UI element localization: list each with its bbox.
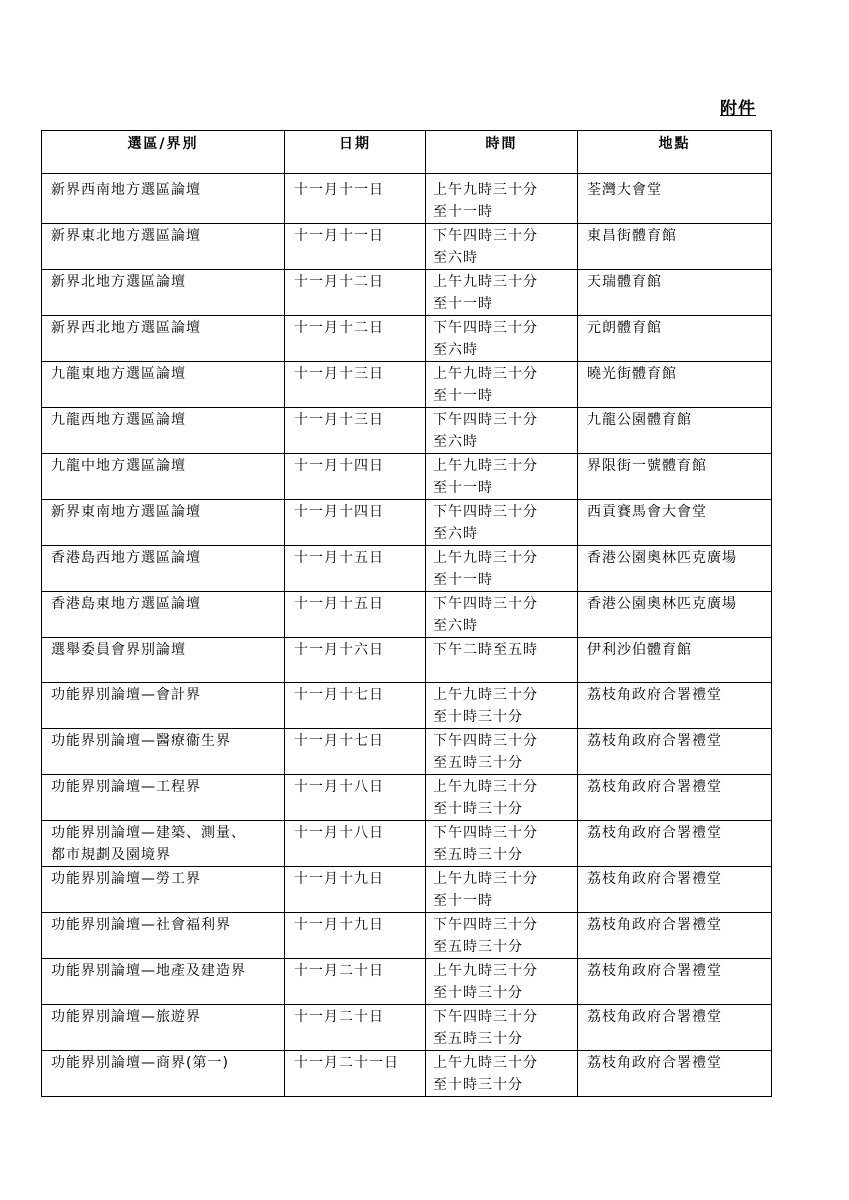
date-cell: 十一月十八日 xyxy=(285,775,426,821)
table-row xyxy=(42,316,772,362)
district-cell xyxy=(42,1005,285,1051)
annex-label: 附件 xyxy=(720,99,756,119)
time-text: 至五時三十分 xyxy=(433,1031,523,1047)
venue-cell: 荔枝角政府合署禮堂 xyxy=(578,821,772,867)
district-text: 新界東南地方選區論壇 xyxy=(51,504,201,520)
time-cell xyxy=(426,454,578,500)
time-text: 至十一時 xyxy=(433,204,493,220)
district-text: 功能界別論壇—醫療衞生界 xyxy=(51,733,231,749)
time-text: 下午四時三十分 xyxy=(433,825,538,841)
district-text: 功能界別論壇—建築、測量、 xyxy=(51,825,246,841)
time-text: 上午九時三十分 xyxy=(433,871,538,887)
venue-cell: 荔枝角政府合署禮堂 xyxy=(578,1005,772,1051)
header-time: 時間 xyxy=(426,131,578,174)
district-text: 功能界別論壇—社會福利界 xyxy=(51,917,231,933)
district-text: 九龍中地方選區論壇 xyxy=(51,458,186,474)
time-cell xyxy=(426,638,578,683)
date-cell: 十一月十七日 xyxy=(285,683,426,729)
time-text: 至十一時 xyxy=(433,572,493,588)
table-row xyxy=(42,867,772,913)
date-cell: 十一月二十日 xyxy=(285,959,426,1005)
date-cell: 十一月十二日 xyxy=(285,316,426,362)
district-text: 新界北地方選區論壇 xyxy=(51,274,186,290)
district-cell xyxy=(42,316,285,362)
date-cell: 十一月十五日 xyxy=(285,592,426,638)
district-cell xyxy=(42,729,285,775)
time-cell xyxy=(426,1005,578,1051)
time-text: 至六時 xyxy=(433,618,478,634)
time-cell xyxy=(426,959,578,1005)
venue-cell: 香港公園奧林匹克廣場 xyxy=(578,592,772,638)
table-row xyxy=(42,546,772,592)
header-date: 日期 xyxy=(285,131,426,174)
date-cell: 十一月十九日 xyxy=(285,913,426,959)
table-row xyxy=(42,500,772,546)
district-cell xyxy=(42,500,285,546)
venue-cell: 九龍公園體育館 xyxy=(578,408,772,454)
venue-cell: 香港公園奧林匹克廣場 xyxy=(578,546,772,592)
district-cell xyxy=(42,270,285,316)
table-row xyxy=(42,224,772,270)
time-cell xyxy=(426,592,578,638)
district-cell xyxy=(42,174,285,224)
time-text: 至十時三十分 xyxy=(433,1077,523,1093)
time-text: 至十一時 xyxy=(433,480,493,496)
time-text: 上午九時三十分 xyxy=(433,550,538,566)
venue-cell: 東昌街體育館 xyxy=(578,224,772,270)
venue-cell: 荔枝角政府合署禮堂 xyxy=(578,683,772,729)
district-cell xyxy=(42,224,285,270)
time-cell xyxy=(426,1051,578,1097)
date-cell: 十一月二十一日 xyxy=(285,1051,426,1097)
district-text: 都市規劃及園境界 xyxy=(51,847,171,863)
time-text: 上午九時三十分 xyxy=(433,963,538,979)
time-text: 至五時三十分 xyxy=(433,847,523,863)
district-text: 新界西南地方選區論壇 xyxy=(51,182,201,198)
time-text: 至五時三十分 xyxy=(433,755,523,771)
time-cell xyxy=(426,775,578,821)
venue-cell: 荔枝角政府合署禮堂 xyxy=(578,775,772,821)
table-row xyxy=(42,638,772,683)
time-text: 至六時 xyxy=(433,526,478,542)
date-cell: 十一月十二日 xyxy=(285,270,426,316)
venue-cell: 荔枝角政府合署禮堂 xyxy=(578,729,772,775)
forum-schedule-table xyxy=(41,130,772,1097)
time-cell xyxy=(426,867,578,913)
time-text: 下午四時三十分 xyxy=(433,228,538,244)
table-row xyxy=(42,959,772,1005)
venue-cell: 荔枝角政府合署禮堂 xyxy=(578,867,772,913)
time-text: 上午九時三十分 xyxy=(433,687,538,703)
table-row xyxy=(42,683,772,729)
venue-cell: 荔枝角政府合署禮堂 xyxy=(578,1051,772,1097)
venue-cell: 荔枝角政府合署禮堂 xyxy=(578,913,772,959)
time-cell xyxy=(426,316,578,362)
header-district: 選區/界別 xyxy=(42,131,285,174)
time-cell xyxy=(426,683,578,729)
time-text: 至六時 xyxy=(433,342,478,358)
date-cell: 十一月十七日 xyxy=(285,729,426,775)
district-cell xyxy=(42,775,285,821)
time-text: 下午四時三十分 xyxy=(433,1009,538,1025)
time-text: 上午九時三十分 xyxy=(433,1055,538,1071)
table-row xyxy=(42,1051,772,1097)
venue-cell: 元朗體育館 xyxy=(578,316,772,362)
district-text: 九龍西地方選區論壇 xyxy=(51,412,186,428)
table-row xyxy=(42,454,772,500)
venue-cell: 界限街一號體育館 xyxy=(578,454,772,500)
date-cell: 十一月十三日 xyxy=(285,408,426,454)
district-text: 功能界別論壇—旅遊界 xyxy=(51,1009,201,1025)
date-cell: 十一月十一日 xyxy=(285,224,426,270)
time-text: 上午九時三十分 xyxy=(433,182,538,198)
table-row xyxy=(42,775,772,821)
time-text: 至十時三十分 xyxy=(433,709,523,725)
header-row xyxy=(42,131,772,174)
time-cell xyxy=(426,821,578,867)
district-cell xyxy=(42,683,285,729)
time-text: 上午九時三十分 xyxy=(433,458,538,474)
time-cell xyxy=(426,362,578,408)
table-body xyxy=(42,174,772,1097)
district-cell xyxy=(42,408,285,454)
date-cell: 十一月十八日 xyxy=(285,821,426,867)
date-cell: 十一月十六日 xyxy=(285,638,426,683)
district-cell xyxy=(42,454,285,500)
district-text: 香港島西地方選區論壇 xyxy=(51,550,201,566)
date-cell: 十一月十三日 xyxy=(285,362,426,408)
table-row xyxy=(42,270,772,316)
time-text: 下午四時三十分 xyxy=(433,733,538,749)
date-cell: 十一月十四日 xyxy=(285,500,426,546)
district-text: 功能界別論壇—地產及建造界 xyxy=(51,963,246,979)
time-cell xyxy=(426,913,578,959)
time-cell xyxy=(426,224,578,270)
district-cell xyxy=(42,821,285,867)
district-text: 香港島東地方選區論壇 xyxy=(51,596,201,612)
venue-cell: 荃灣大會堂 xyxy=(578,174,772,224)
table-row xyxy=(42,913,772,959)
date-cell: 十一月十五日 xyxy=(285,546,426,592)
time-text: 至六時 xyxy=(433,250,478,266)
time-text: 至十一時 xyxy=(433,893,493,909)
district-cell xyxy=(42,959,285,1005)
venue-cell: 伊利沙伯體育館 xyxy=(578,638,772,683)
time-text: 上午九時三十分 xyxy=(433,366,538,382)
time-text: 至十時三十分 xyxy=(433,985,523,1001)
table-row xyxy=(42,729,772,775)
time-text: 上午九時三十分 xyxy=(433,779,538,795)
district-text: 功能界別論壇—商界(第一) xyxy=(51,1055,229,1071)
date-cell: 十一月十九日 xyxy=(285,867,426,913)
time-cell xyxy=(426,174,578,224)
time-text: 下午四時三十分 xyxy=(433,412,538,428)
time-cell xyxy=(426,546,578,592)
district-cell xyxy=(42,592,285,638)
district-text: 九龍東地方選區論壇 xyxy=(51,366,186,382)
time-text: 至十時三十分 xyxy=(433,801,523,817)
time-text: 至十一時 xyxy=(433,388,493,404)
table-row xyxy=(42,174,772,224)
time-cell xyxy=(426,500,578,546)
venue-cell: 曉光街體育館 xyxy=(578,362,772,408)
time-text: 下午四時三十分 xyxy=(433,504,538,520)
table-row xyxy=(42,362,772,408)
district-text: 新界西北地方選區論壇 xyxy=(51,320,201,336)
district-text: 功能界別論壇—勞工界 xyxy=(51,871,201,887)
time-text: 至六時 xyxy=(433,434,478,450)
time-text: 下午二時至五時 xyxy=(433,642,538,658)
table-row xyxy=(42,408,772,454)
time-cell xyxy=(426,408,578,454)
district-cell xyxy=(42,913,285,959)
district-text: 功能界別論壇—會計界 xyxy=(51,687,201,703)
venue-cell: 天瑞體育館 xyxy=(578,270,772,316)
venue-cell: 荔枝角政府合署禮堂 xyxy=(578,959,772,1005)
date-cell: 十一月十四日 xyxy=(285,454,426,500)
venue-cell: 西貢賽馬會大會堂 xyxy=(578,500,772,546)
table-header xyxy=(42,131,772,174)
table-row xyxy=(42,592,772,638)
district-cell xyxy=(42,1051,285,1097)
district-text: 選舉委員會界別論壇 xyxy=(51,642,186,658)
time-cell xyxy=(426,270,578,316)
district-text: 功能界別論壇—工程界 xyxy=(51,779,201,795)
time-text: 下午四時三十分 xyxy=(433,320,538,336)
time-text: 上午九時三十分 xyxy=(433,274,538,290)
time-text: 至五時三十分 xyxy=(433,939,523,955)
table-row xyxy=(42,821,772,867)
time-text: 至十一時 xyxy=(433,296,493,312)
date-cell: 十一月十一日 xyxy=(285,174,426,224)
time-text: 下午四時三十分 xyxy=(433,596,538,612)
district-cell xyxy=(42,638,285,683)
table-row xyxy=(42,1005,772,1051)
district-cell xyxy=(42,362,285,408)
district-cell xyxy=(42,546,285,592)
date-cell: 十一月二十日 xyxy=(285,1005,426,1051)
time-text: 下午四時三十分 xyxy=(433,917,538,933)
district-text: 新界東北地方選區論壇 xyxy=(51,228,201,244)
time-cell xyxy=(426,729,578,775)
header-venue: 地點 xyxy=(578,131,772,174)
district-cell xyxy=(42,867,285,913)
